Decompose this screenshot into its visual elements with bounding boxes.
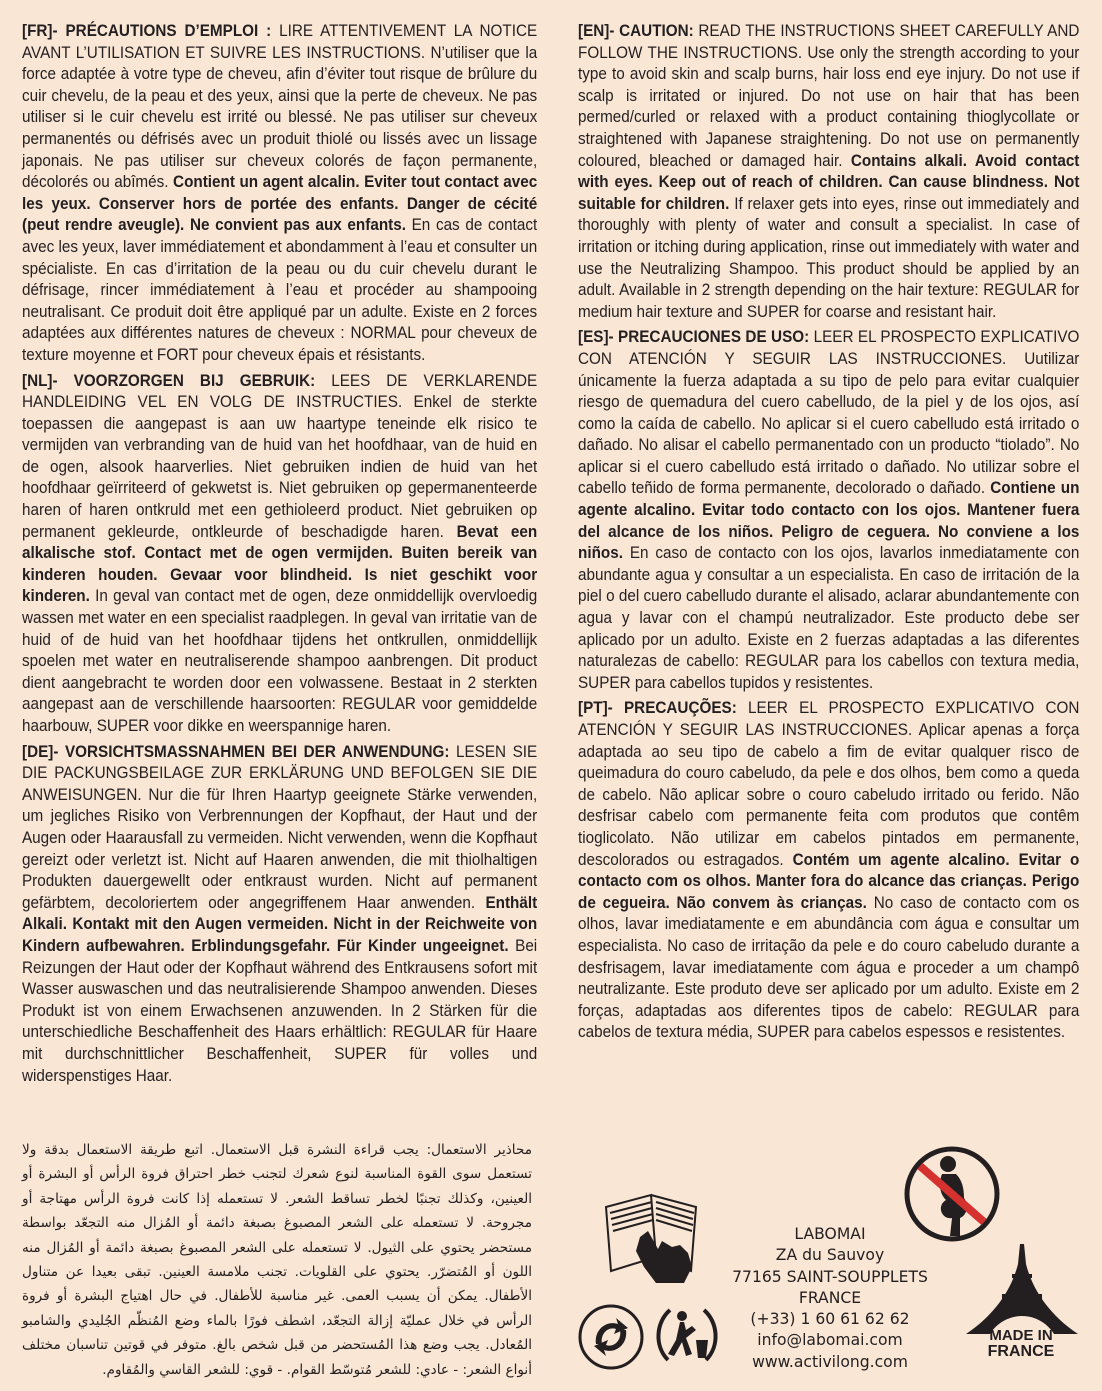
tail-nl: Bestaat in 2 sterkten aangepast aan de verschillende haarsoorten: REGULAR voor gemiddelde haarbouw, SUPER voor dikke en weerspannige haren. [22,672,538,735]
section-en [578,20,1079,322]
warning-es: Contiene un agente alcalino. Evitar todo contacto con los ojos. Mantener fuera del alcance de los niños. Peligro de ceguera. No conviene a los niños. [578,478,1080,563]
made-in-line2: FRANCE [987,1343,1055,1360]
arabic-precautions: محاذير الاستعمال: يجب قراءة النشرة قبل الاستعمال. اتبع طريقة الاستعمال بدقة ولا تستعمل سوى القوة المناسبة لنوع شعرك لتجنب خطر احتراق فروة الرأس أو البشرة أو العينين، وكذلك تجنبًا لخطر تساقط الشعر. لا تستعمله إذا كانت فروة الرأس مهتاجة أو مجروحة. لا تستعمله على الشعر المصبوغ بصبغة دائمة أو المُزال منه التجعّد بواسطة مستحضر يحتوي على الثيول. لا تستعمله على الشعر المصبوغ بصبغة دائمة أو المُزال منه اللون أو المُتضرّر. يحتوي على القلويات. تجنب ملامسة العينين. تبقى بعيدا عن متناول الأطفال. يمكن أن يسبب العمى. غير مناسبة للأطفال. في حال اهتياج البشرة أو فروة الرأس في خلال عمليّة إزالة التجعّد، اشطف فورًا بالماء وضع المُنظّم الجُليدي والشامبو المُعادل. يجب وضع هذا المُستحضر من قبل شخص بالغ. متوفر في قوتين تناسبان مختلف أنواع الشعر: - عادي: للشعر مُتوسّط القوام. - قوي: للشعر القاسي والمُقاوم. [22,1142,532,1378]
lead-nl: LEES DE VERKLARENDE HANDLEIDING VEL EN VOLG DE INSTRUCTIES. Enkel de sterkte toepassen die aangepast is aan uw haartype teneinde elk risico te vermijden van verbranding van de huid van het hoofdhaar, van de huid en de ogen, alsook haarverlies. Niet gebruiken indien de huid van het hoofdhaar geïrriteerd of gekwetst is. Niet gebruiken op gepermanenteerde haren of haren ontkruld met een gethioleerd product. Niet gebruiken op permanent gekleurde, ontkleurde of beschadigde haren. [22,370,538,541]
heading-nl: - VOORZORGEN BIJ GEBRUIK: [52,370,316,390]
left-column [22,20,537,1090]
heading-pt: - PRECAUÇÕES: [607,698,737,718]
body-fr: En cas de contact avec les yeux, laver immédiatement et abondamment à l’eau et consulter un spécialiste. En cas d’irritation de la peau ou du cuir chevelu durant le défrisage, rincer immédiatement à l’eau et procéder au shampooing neutralisant. Ce produit doit être appliqué par un adulte. [22,215,538,321]
lang-tag-de: [DE] [22,741,54,761]
lead-es: LEER EL PROSPECTO EXPLICATIVO CON ATENCIÓN Y SEGUIR LAS INSTRUCCIONES. Uutilizar únicamente la fuerza adaptada a su tipo de pelo para evitar cualquier riesgo de quemadura del cuero cabelludo, de la piel y de los ojos, así como la caída de cabello. No aplicar si el cuero cabelludo está irritado o dañado. No alisar el cabello permanentado con un producto “tiolado”. No aplicar si el cuero cabelludo está irritado o dañado. No utilizar sobre el cabello teñido de forma permanente, decolorado o dañado. [578,327,1080,498]
manufacturer-address [700,1224,960,1373]
lang-tag-pt: [PT] [578,698,608,718]
tail-en: Available in 2 strength depending on the hair texture: REGULAR for medium hair texture and SUPER for coarse and resistant hair. [578,280,1080,321]
lead-fr: LIRE ATTENTIVEMENT LA NOTICE AVANT L’UTILISATION ET SUIVRE LES INSTRUCTIONS. N’utiliser que la force adaptée à votre type de cheveu, afin d’éviter tout risque de brûlure du cuir chevelu, de la peau et des yeux, ainsi que la perte de cheveux. Ne pas utiliser si le cuir chevelu est irrité ou blessé. Ne pas utiliser sur cheveux permanentés ou défrisés avec un produit thiolé ou lissés avec un lissage japonais. Ne pas utiliser sur cheveux colorés de façon permanente, décolorés ou abîmés. [22,21,538,192]
email: info@labomai.com [757,1331,903,1350]
section-pt [578,697,1079,1043]
heading-en: - CAUTION: [609,21,694,40]
city: 77165 SAINT-SOUPPLETS [732,1267,928,1286]
made-in-france [972,1328,1070,1360]
warning-pt: Contém um agente alcalino. Evitar o contacto com os olhos. Manter fora do alcance das crianças. Perigo de cegueira. Não convem às crianças. [578,849,1080,912]
website: www.activilong.com [752,1352,908,1371]
tail-de: In 2 Stärken für die unterschiedliche Beschaffenheit des Haars erhältlich: REGULAR für Haare mit durchschnittlicher Beschaffenheit, SUPER für volles und widerspenstiges Haar. [22,1000,538,1085]
company-name: LABOMAI [794,1225,866,1243]
section-de [22,741,537,1087]
lang-tag-fr: [FR] [22,21,53,40]
tail-pt: Existe em 2 forças, adaptadas aos diferentes tipos de cabelo: REGULAR para cabelos de textura média, SUPER para cabelos espessos e resistentes. [578,979,1080,1042]
lang-tag-nl: [NL] [22,370,53,390]
section-nl [22,370,537,737]
lang-tag-es: [ES] [578,327,609,347]
section-fr [22,20,537,366]
eiffel-tower-icon [962,1244,1082,1336]
phone: (+33) 1 60 61 62 62 [750,1310,910,1329]
warning-fr: Contient un agent alcalin. Eviter tout contact avec les yeux. Conserver hors de portée des enfants. Danger de cécité (peut rendre aveugle). Ne convient pas aux enfants. [22,172,538,235]
heading-fr: - PRÉCAUTIONS D’EMPLOI : [52,21,272,40]
warning-de: Enthält Alkali. Kontakt mit den Augen vermeiden. Nicht in der Reichweite von Kindern aufbewahren. Erblindungsgefahr. Für Kinder ungeeignet. [22,892,538,955]
tail-es: Existe en 2 fuerzas adaptadas a las diferentes naturalezas de cabello: REGULAR para los cabellos con textura media, SUPER para cabellos tupidos y resistentes. [578,629,1080,692]
lead-pt: LEER EL PROSPECTO EXPLICATIVO CON ATENCIÓN Y SEGUIR LAS INSTRUCCIONES. Aplicar apenas a força adaptada ao seu tipo de cabelo a fim de evitar qualquer risco de queimadura do couro cabeludo, da pele e dos olhos, bem como a queda de cabelo. Não aplicar sobre o couro cabeludo irritado ou ferido. Não desfrisar cabelo com permanente feita com produtos que contêm tioglicolato. Não utilizar em cabelos pintados em permanente, descolorados ou estragados. [578,698,1080,869]
read-instructions-icon [596,1187,716,1287]
body-nl: In geval van contact met de ogen, deze onmiddellijk overvloedig wassen met water en een specialist raadplegen. In geval van irritatie van de huid of de huid van het hoofdhaar tijdens het ontkrullen, onmiddellijk spoelen met water en neutraliserende shampoo aanbrengen. Dit product dient aangebracht te worden door een volwassene. [22,586,538,692]
warning-nl: Bevat een alkalische stof. Contact met de ogen vermijden. Buiten bereik van kinderen houden. Gevaar voor blindheid. Is niet geschikt voor kinderen. [22,521,538,606]
tail-fr: Existe en 2 forces adaptées aux différentes natures de cheveux : NORMAL pour cheveux de texture moyenne et FORT pour cheveux épais et résistants. [22,301,538,364]
heading-de: - VORSICHTSMASSNAHMEN BEI DER ANWENDUNG: [53,741,450,761]
recycle-icon [578,1304,644,1370]
body-pt: No caso de contacto com os olhos, lavar imediatamente e em abundância com água e consultar um especialista. No caso de irritação da pele e do couro cabeludo durante a desfrisagem, lavar imediatamente com água e proceder a um champô neutralizante. Este produto deve ser aplicado por um adulto. [578,892,1080,999]
street: ZA du Sauvoy [775,1246,885,1265]
right-column [578,20,1079,1047]
heading-es: - PRECAUCIONES DE USO: [608,327,810,347]
lead-de: LESEN SIE DIE PACKUNGSBEILAGE ZUR ERKLÄRUNG UND BEFOLGEN SIE DIE ANWEISUNGEN. Nur die für Ihren Haartyp geeignete Stärke verwenden, um jegliches Risiko von Verbrennungen der Kopfhaut, der Haut und der Augen oder Haarausfall zu vermeiden. Nicht verwenden, wenn die Kopfhaut gereizt oder verletzt ist. Nicht auf Haaren anwenden, die mit thiolhaltigen Produkten dauergewellt oder entkraust wurden. Nicht auf permanent gefärbtem, decoloriertem oder angegriffenem Haar anwenden. [22,741,538,912]
section-es [578,326,1079,693]
lead-en: READ THE INSTRUCTIONS SHEET CAREFULLY AND FOLLOW THE INSTRUCTIONS. Use only the strength according to your type to avoid skin and scalp burns, hair loss end eye injury. Do not use if scalp is irritated or injured. Do not use on hair that has been permed/curled or relaxed with a product containing thioglycollate or straightened with Japanese straightening. Do not use on permanently coloured, bleached or damaged hair. [578,21,1080,170]
warning-en: Contains alkali. Avoid contact with eyes. Keep out of reach of children. Can cause blindness. Not suitable for children. [578,150,1080,213]
body-es: En caso de contacto con los ojos, lavarlos inmediatamente con abundante agua y consultar a un especialista. En caso de irritación de la piel o del cuero cabelludo durante el alisado, aclarar abundantemente con agua y lavar con el champú neutralizador. Este producto debe ser aplicado por un adulto. [578,543,1080,649]
lang-tag-en: [EN] [578,21,610,40]
country: FRANCE [798,1288,862,1307]
body-en: If relaxer gets into eyes, rinse out immediately and thoroughly with plenty of water and consult a specialist. In case of irritation or itching during application, rinse out immediately with water and use the Neutralizing Shampoo. This product should be applied by an adult. [578,193,1080,300]
made-in-line1: MADE IN [989,1327,1053,1344]
body-de: Bei Reizungen der Haut oder der Kopfhaut während des Entkrausens sofort mit Wasser auswaschen und das neutralisierende Shampoo anwenden. Dieses Produkt ist von einem Erwachsenen anzuwenden. [22,935,538,1020]
